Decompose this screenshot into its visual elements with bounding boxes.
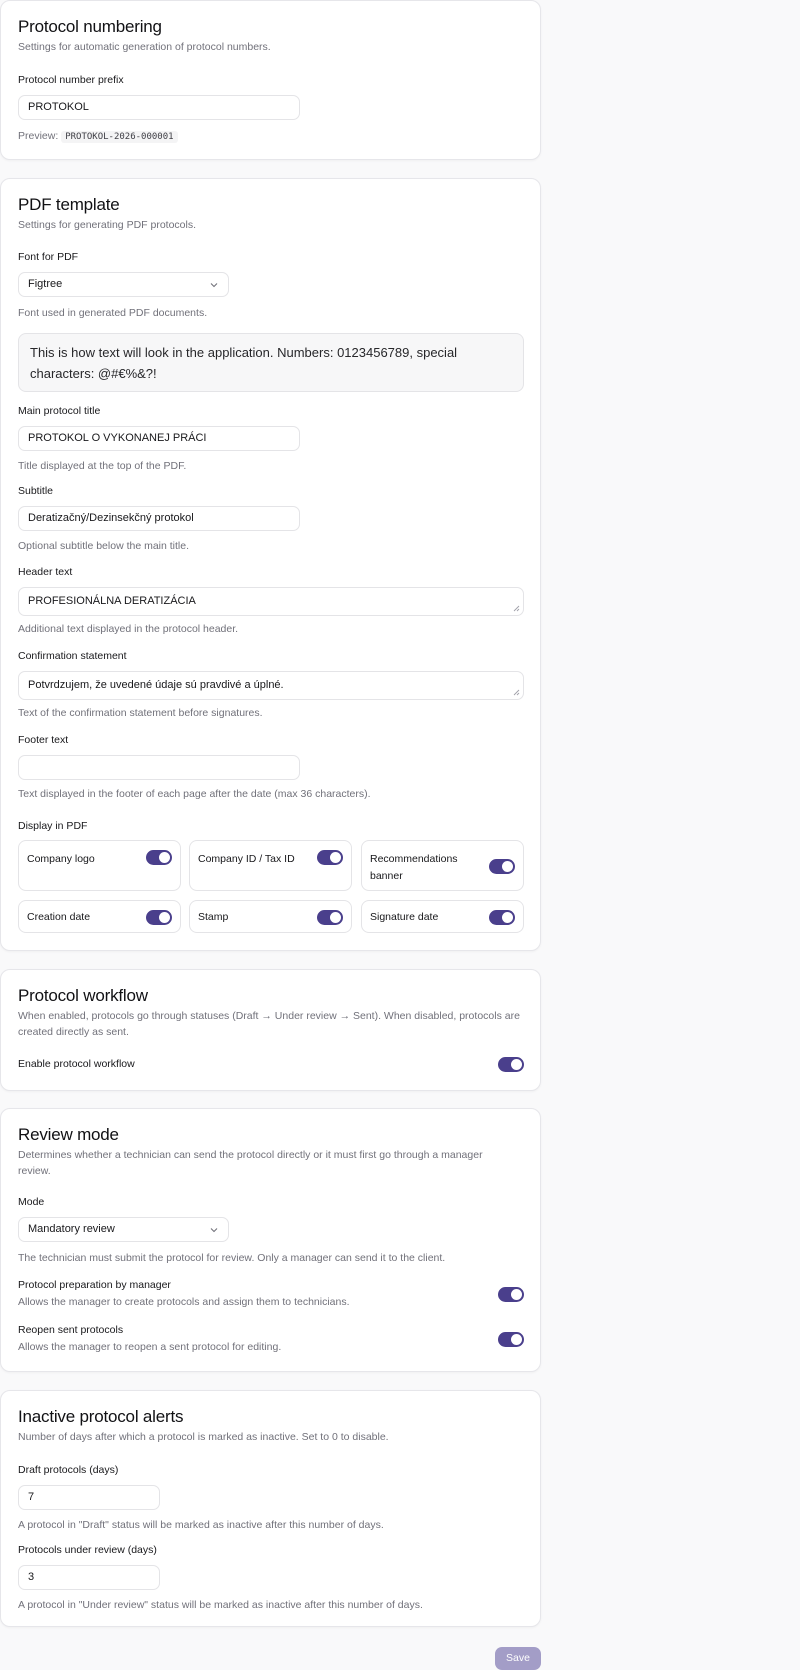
prefix-label: Protocol number prefix	[18, 74, 124, 86]
main-title-hint: Title displayed at the top of the PDF.	[18, 460, 187, 472]
font-hint: Font used in generated PDF documents.	[18, 307, 208, 319]
preview-label: Preview:	[18, 130, 59, 142]
option-label: Recommendations banner	[370, 853, 458, 882]
confirmation-label: Confirmation statement	[18, 650, 127, 662]
card-title: Inactive protocol alerts	[18, 1407, 184, 1426]
option-company-id	[189, 840, 352, 891]
prefix-input[interactable]: PROTOKOL	[18, 95, 300, 120]
protocol-numbering-card	[0, 0, 541, 160]
option-stamp	[189, 900, 352, 933]
subtitle-hint: Optional subtitle below the main title.	[18, 540, 190, 552]
prep-by-manager-toggle[interactable]	[498, 1287, 524, 1302]
card-description: Settings for generating PDF protocols.	[18, 219, 197, 231]
recommendations-banner-toggle[interactable]	[489, 859, 515, 874]
draft-days-input[interactable]: 7	[18, 1485, 160, 1510]
font-label: Font for PDF	[18, 251, 79, 263]
prefix-preview	[18, 130, 178, 142]
footer-text-input[interactable]	[18, 755, 300, 780]
protocol-workflow-card	[0, 969, 541, 1091]
confirmation-value: Potvrdzujem, že uvedené údaje sú pravdivé a úplné.	[28, 679, 284, 691]
font-preview-box: This is how text will look in the application. Numbers: 0123456789, special characters: @#€%&?!	[18, 333, 524, 392]
signature-date-toggle[interactable]	[489, 910, 515, 925]
prep-label: Protocol preparation by manager	[18, 1279, 171, 1291]
creation-date-toggle[interactable]	[146, 910, 172, 925]
confirmation-hint: Text of the confirmation statement before signatures.	[18, 707, 263, 719]
option-recommendations-banner	[361, 840, 524, 891]
option-label: Company ID / Tax ID	[198, 853, 295, 865]
font-select[interactable]	[18, 272, 229, 297]
review-days-input[interactable]: 3	[18, 1565, 160, 1590]
prep-hint: Allows the manager to create protocols and assign them to technicians.	[18, 1296, 350, 1308]
card-description: Determines whether a technician can send the protocol directly or it must first go through a manager review.	[18, 1149, 483, 1177]
subtitle-input[interactable]: Deratizačný/Dezinsekčný protokol	[18, 506, 300, 531]
resize-handle-icon[interactable]	[513, 605, 520, 612]
card-description: When enabled, protocols go through statuses (Draft → Under review → Sent). When disabled, protocols are created directly as sent.	[18, 1010, 520, 1038]
reopen-sent-toggle[interactable]	[498, 1332, 524, 1347]
inactive-alerts-card	[0, 1390, 541, 1627]
footer-text-label: Footer text	[18, 734, 69, 746]
review-days-label: Protocols under review (days)	[18, 1544, 157, 1556]
font-select-value: Figtree	[28, 278, 63, 290]
pdf-template-card	[0, 178, 541, 951]
card-title: Protocol workflow	[18, 986, 148, 1005]
mode-hint: The technician must submit the protocol for review. Only a manager can send it to the client.	[18, 1252, 446, 1264]
option-creation-date	[18, 900, 181, 933]
option-label: Creation date	[27, 911, 91, 923]
header-text-input[interactable]	[18, 587, 524, 616]
enable-workflow-toggle[interactable]	[498, 1057, 524, 1072]
option-label: Stamp	[198, 911, 229, 923]
mode-select[interactable]	[18, 1217, 229, 1242]
card-description: Settings for automatic generation of protocol numbers.	[18, 41, 271, 53]
chevron-down-icon	[210, 1226, 218, 1234]
mode-label: Mode	[18, 1196, 45, 1208]
card-description: Number of days after which a protocol is marked as inactive. Set to 0 to disable.	[18, 1431, 389, 1443]
reopen-hint: Allows the manager to reopen a sent protocol for editing.	[18, 1341, 282, 1353]
reopen-label: Reopen sent protocols	[18, 1324, 124, 1336]
mode-select-value: Mandatory review	[28, 1223, 115, 1235]
main-title-label: Main protocol title	[18, 405, 101, 417]
chevron-down-icon	[210, 281, 218, 289]
option-signature-date	[361, 900, 524, 933]
subtitle-label: Subtitle	[18, 485, 54, 497]
header-text-label: Header text	[18, 566, 73, 578]
stamp-toggle[interactable]	[317, 910, 343, 925]
enable-workflow-label: Enable protocol workflow	[18, 1058, 135, 1070]
footer-text-hint: Text displayed in the footer of each page after the date (max 36 characters).	[18, 788, 371, 800]
display-in-pdf-label: Display in PDF	[18, 820, 88, 832]
option-label: Company logo	[27, 853, 95, 865]
company-logo-toggle[interactable]	[146, 850, 172, 865]
save-button[interactable]: Save	[495, 1647, 541, 1670]
resize-handle-icon[interactable]	[513, 689, 520, 696]
card-title: Protocol numbering	[18, 17, 162, 36]
review-days-hint: A protocol in "Under review" status will be marked as inactive after this number of days.	[18, 1599, 423, 1611]
option-company-logo	[18, 840, 181, 891]
preview-value: PROTOKOL-2026-000001	[61, 131, 177, 143]
draft-days-hint: A protocol in "Draft" status will be marked as inactive after this number of days.	[18, 1519, 384, 1531]
main-title-input[interactable]: PROTOKOL O VYKONANEJ PRÁCI	[18, 426, 300, 451]
card-title: Review mode	[18, 1125, 119, 1144]
card-title: PDF template	[18, 195, 120, 214]
confirmation-input[interactable]	[18, 671, 524, 700]
review-mode-card	[0, 1108, 541, 1372]
option-label: Signature date	[370, 911, 439, 923]
header-text-hint: Additional text displayed in the protocol header.	[18, 623, 239, 635]
company-id-toggle[interactable]	[317, 850, 343, 865]
draft-days-label: Draft protocols (days)	[18, 1464, 119, 1476]
header-text-value: PROFESIONÁLNA DERATIZÁCIA	[28, 595, 196, 607]
